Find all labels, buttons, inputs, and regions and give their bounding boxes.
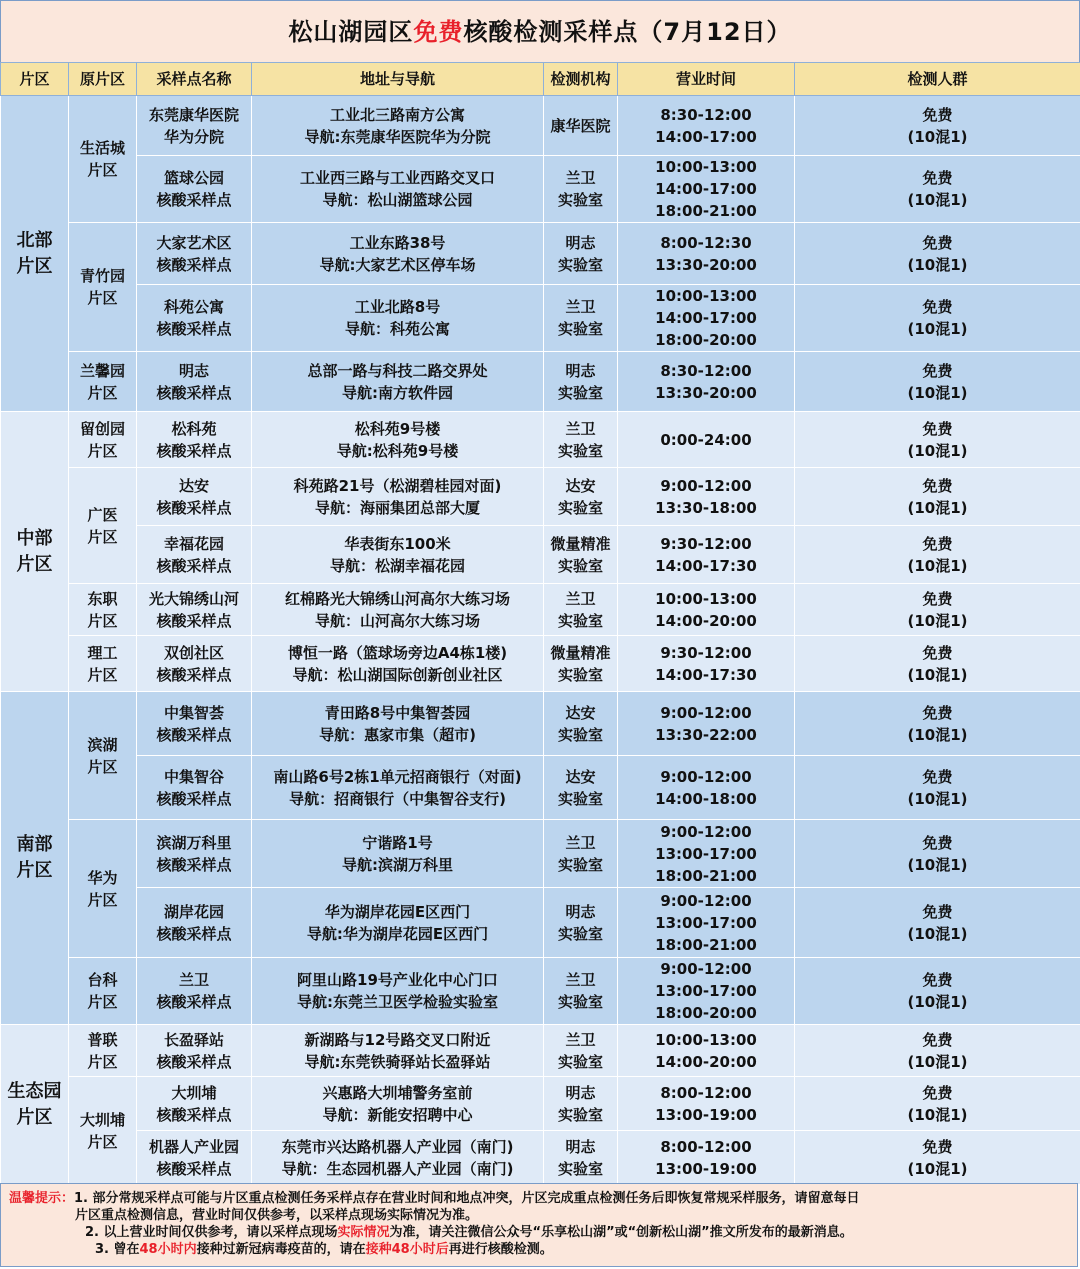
header-cell: 采样点名称 xyxy=(137,63,252,96)
crowd-cell: 免费 (10混1) xyxy=(795,692,1080,756)
crowd-cell: 免费 (10混1) xyxy=(795,756,1080,820)
subsection-cell: 大圳埔 片区 xyxy=(69,1077,137,1185)
lab-cell: 达安 实验室 xyxy=(544,692,618,756)
crowd-cell: 免费 (10混1) xyxy=(795,156,1080,223)
crowd-cell: 免费 (10混1) xyxy=(795,958,1080,1025)
section-cell: 北部 片区 xyxy=(1,96,69,412)
table-row xyxy=(1,756,1080,820)
tip-2-text-b: 为准，请关注微信公众号“乐享松山湖”或“创新松山湖”推文所发布的最新消息。 xyxy=(389,1225,853,1240)
tip-1 xyxy=(9,1190,1069,1207)
subsection-cell: 华为 片区 xyxy=(69,820,137,958)
table-row xyxy=(1,820,1080,888)
crowd-cell: 免费 (10混1) xyxy=(795,352,1080,412)
table-header-row xyxy=(1,63,1080,96)
site-name-cell: 大圳埔 核酸采样点 xyxy=(137,1077,252,1131)
section-cell: 中部 片区 xyxy=(1,412,69,692)
hours-cell: 8:30-12:00 14:00-17:00 xyxy=(618,96,795,156)
header-cell: 原片区 xyxy=(69,63,137,96)
table-body xyxy=(1,96,1080,1185)
address-cell: 阿里山路19号产业化中心门口 导航:东莞兰卫医学检验实验室 xyxy=(252,958,544,1025)
site-name-cell: 篮球公园 核酸采样点 xyxy=(137,156,252,223)
crowd-cell: 免费 (10混1) xyxy=(795,468,1080,526)
hours-cell: 9:00-12:00 13:00-17:00 18:00-21:00 xyxy=(618,820,795,888)
site-name-cell: 大家艺术区 核酸采样点 xyxy=(137,223,252,285)
lab-cell: 兰卫 实验室 xyxy=(544,820,618,888)
address-cell: 新湖路与12号路交叉口附近 导航:东莞铁骑驿站长盈驿站 xyxy=(252,1025,544,1077)
section-cell: 生态园 片区 xyxy=(1,1025,69,1185)
subsection-cell: 广医 片区 xyxy=(69,468,137,584)
sampling-sites-table xyxy=(0,62,1080,1185)
lab-cell: 康华医院 xyxy=(544,96,618,156)
lab-cell: 明志 实验室 xyxy=(544,223,618,285)
table-row xyxy=(1,888,1080,958)
address-cell: 兴惠路大圳埔警务室前 导航：新能安招聘中心 xyxy=(252,1077,544,1131)
table-row xyxy=(1,96,1080,156)
section-cell: 南部 片区 xyxy=(1,692,69,1025)
header-cell: 检测机构 xyxy=(544,63,618,96)
site-name-cell: 滨湖万科里 核酸采样点 xyxy=(137,820,252,888)
tip-2-highlight: 实际情况 xyxy=(337,1225,390,1240)
subsection-cell: 台科 片区 xyxy=(69,958,137,1025)
subsection-cell: 普联 片区 xyxy=(69,1025,137,1077)
table-row xyxy=(1,352,1080,412)
tip-1-text: 1. 部分常规采样点可能与片区重点检测任务采样点存在营业时间和地点冲突，片区完成重点检测任务后即恢复常规采样服务，请留意每日 xyxy=(74,1191,860,1206)
crowd-cell: 免费 (10混1) xyxy=(795,888,1080,958)
lab-cell: 微量精准 实验室 xyxy=(544,636,618,692)
lab-cell: 明志 实验室 xyxy=(544,1077,618,1131)
site-name-cell: 松科苑 核酸采样点 xyxy=(137,412,252,468)
crowd-cell: 免费 (10混1) xyxy=(795,584,1080,636)
site-name-cell: 中集智荟 核酸采样点 xyxy=(137,692,252,756)
address-cell: 南山路6号2栋1单元招商银行（对面) 导航：招商银行（中集智谷支行) xyxy=(252,756,544,820)
lab-cell: 明志 实验室 xyxy=(544,352,618,412)
lab-cell: 兰卫 实验室 xyxy=(544,285,618,352)
subsection-cell: 留创园 片区 xyxy=(69,412,137,468)
site-name-cell: 光大锦绣山河 核酸采样点 xyxy=(137,584,252,636)
address-cell: 工业西三路与工业西路交叉口 导航：松山湖篮球公园 xyxy=(252,156,544,223)
address-cell: 宁谐路1号 导航:滨湖万科里 xyxy=(252,820,544,888)
crowd-cell: 免费 (10混1) xyxy=(795,412,1080,468)
table-row xyxy=(1,285,1080,352)
site-name-cell: 明志 核酸采样点 xyxy=(137,352,252,412)
lab-cell: 微量精准 实验室 xyxy=(544,526,618,584)
subsection-cell: 生活城 片区 xyxy=(69,96,137,223)
table-row xyxy=(1,526,1080,584)
site-name-cell: 中集智谷 核酸采样点 xyxy=(137,756,252,820)
tips-box xyxy=(0,1183,1078,1267)
table-row xyxy=(1,412,1080,468)
lab-cell: 明志 实验室 xyxy=(544,1131,618,1185)
site-name-cell: 幸福花园 核酸采样点 xyxy=(137,526,252,584)
crowd-cell: 免费 (10混1) xyxy=(795,636,1080,692)
address-cell: 东莞市兴达路机器人产业园（南门) 导航：生态园机器人产业园（南门) xyxy=(252,1131,544,1185)
address-cell: 红棉路光大锦绣山河高尔大练习场 导航：山河高尔大练习场 xyxy=(252,584,544,636)
hours-cell: 9:00-12:00 13:30-18:00 xyxy=(618,468,795,526)
table-row xyxy=(1,1131,1080,1185)
address-cell: 总部一路与科技二路交界处 导航:南方软件园 xyxy=(252,352,544,412)
hours-cell: 8:30-12:00 13:30-20:00 xyxy=(618,352,795,412)
hours-cell: 9:00-12:00 14:00-18:00 xyxy=(618,756,795,820)
table-row xyxy=(1,1025,1080,1077)
lab-cell: 达安 实验室 xyxy=(544,468,618,526)
site-name-cell: 机器人产业园 核酸采样点 xyxy=(137,1131,252,1185)
crowd-cell: 免费 (10混1) xyxy=(795,96,1080,156)
address-cell: 工业北路8号 导航：科苑公寓 xyxy=(252,285,544,352)
address-cell: 青田路8号中集智荟园 导航：惠家市集（超市) xyxy=(252,692,544,756)
tip-2-text-a: 2. 以上营业时间仅供参考，请以采样点现场 xyxy=(85,1225,338,1240)
lab-cell: 兰卫 实验室 xyxy=(544,958,618,1025)
header-cell: 地址与导航 xyxy=(252,63,544,96)
address-cell: 华表街东100米 导航：松湖幸福花园 xyxy=(252,526,544,584)
site-name-cell: 科苑公寓 核酸采样点 xyxy=(137,285,252,352)
table-row xyxy=(1,156,1080,223)
title-highlight: 免费 xyxy=(413,18,464,46)
table-row xyxy=(1,1077,1080,1131)
title-suffix: 核酸检测采样点（7月12日） xyxy=(463,18,792,46)
header-cell: 检测人群 xyxy=(795,63,1080,96)
crowd-cell: 免费 (10混1) xyxy=(795,1077,1080,1131)
tip-2 xyxy=(9,1224,1069,1241)
crowd-cell: 免费 (10混1) xyxy=(795,285,1080,352)
subsection-cell: 滨湖 片区 xyxy=(69,692,137,820)
crowd-cell: 免费 (10混1) xyxy=(795,1131,1080,1185)
tip-3-text-b: 接种过新冠病毒疫苗的，请在 xyxy=(196,1242,366,1257)
site-name-cell: 东莞康华医院 华为分院 xyxy=(137,96,252,156)
tip-3-text-c: 再进行核酸检测。 xyxy=(448,1242,553,1257)
address-cell: 博恒一路（篮球场旁边A4栋1楼) 导航：松山湖国际创新创业社区 xyxy=(252,636,544,692)
hours-cell: 10:00-13:00 14:00-20:00 xyxy=(618,584,795,636)
hours-cell: 9:00-12:00 13:00-17:00 18:00-21:00 xyxy=(618,888,795,958)
hours-cell: 10:00-13:00 14:00-20:00 xyxy=(618,1025,795,1077)
address-cell: 工业东路38号 导航:大家艺术区停车场 xyxy=(252,223,544,285)
table-row xyxy=(1,468,1080,526)
table-row xyxy=(1,223,1080,285)
address-cell: 工业北三路南方公寓 导航:东莞康华医院华为分院 xyxy=(252,96,544,156)
tip-3-text-a: 3. 曾在 xyxy=(95,1242,140,1257)
address-cell: 松科苑9号楼 导航:松科苑9号楼 xyxy=(252,412,544,468)
tip-3-highlight-1: 48小时内 xyxy=(139,1242,197,1257)
subsection-cell: 理工 片区 xyxy=(69,636,137,692)
tip-1-cont xyxy=(9,1207,1069,1224)
table-row xyxy=(1,692,1080,756)
header-cell: 片区 xyxy=(1,63,69,96)
tip-3-highlight-2: 接种48小时后 xyxy=(365,1242,449,1257)
hours-cell: 9:30-12:00 14:00-17:30 xyxy=(618,526,795,584)
hours-cell: 0:00-24:00 xyxy=(618,412,795,468)
lab-cell: 兰卫 实验室 xyxy=(544,156,618,223)
address-cell: 华为湖岸花园E区西门 导航:华为湖岸花园E区西门 xyxy=(252,888,544,958)
subsection-cell: 东职 片区 xyxy=(69,584,137,636)
site-name-cell: 长盈驿站 核酸采样点 xyxy=(137,1025,252,1077)
page-title xyxy=(0,0,1080,64)
table-row xyxy=(1,958,1080,1025)
hours-cell: 8:00-12:00 13:00-19:00 xyxy=(618,1131,795,1185)
site-name-cell: 湖岸花园 核酸采样点 xyxy=(137,888,252,958)
subsection-cell: 青竹园 片区 xyxy=(69,223,137,352)
address-cell: 科苑路21号（松湖碧桂园对面) 导航：海丽集团总部大厦 xyxy=(252,468,544,526)
tip-1-text-cont: 片区重点检测信息，营业时间仅供参考，以采样点现场实际情况为准。 xyxy=(75,1208,479,1223)
hours-cell: 9:00-12:00 13:30-22:00 xyxy=(618,692,795,756)
header-cell: 营业时间 xyxy=(618,63,795,96)
hours-cell: 9:00-12:00 13:00-17:00 18:00-20:00 xyxy=(618,958,795,1025)
lab-cell: 达安 实验室 xyxy=(544,756,618,820)
lab-cell: 兰卫 实验室 xyxy=(544,412,618,468)
hours-cell: 10:00-13:00 14:00-17:00 18:00-20:00 xyxy=(618,285,795,352)
site-name-cell: 双创社区 核酸采样点 xyxy=(137,636,252,692)
hours-cell: 10:00-13:00 14:00-17:00 18:00-21:00 xyxy=(618,156,795,223)
tip-3 xyxy=(9,1241,1069,1258)
crowd-cell: 免费 (10混1) xyxy=(795,820,1080,888)
lab-cell: 兰卫 实验室 xyxy=(544,1025,618,1077)
hours-cell: 9:30-12:00 14:00-17:30 xyxy=(618,636,795,692)
lab-cell: 兰卫 实验室 xyxy=(544,584,618,636)
hours-cell: 8:00-12:30 13:30-20:00 xyxy=(618,223,795,285)
crowd-cell: 免费 (10混1) xyxy=(795,223,1080,285)
tips-label: 温馨提示： xyxy=(9,1191,75,1206)
site-name-cell: 兰卫 核酸采样点 xyxy=(137,958,252,1025)
table-row xyxy=(1,584,1080,636)
crowd-cell: 免费 (10混1) xyxy=(795,526,1080,584)
lab-cell: 明志 实验室 xyxy=(544,888,618,958)
site-name-cell: 达安 核酸采样点 xyxy=(137,468,252,526)
table-row xyxy=(1,636,1080,692)
title-prefix: 松山湖园区 xyxy=(288,18,414,46)
crowd-cell: 免费 (10混1) xyxy=(795,1025,1080,1077)
subsection-cell: 兰馨园 片区 xyxy=(69,352,137,412)
hours-cell: 8:00-12:00 13:00-19:00 xyxy=(618,1077,795,1131)
